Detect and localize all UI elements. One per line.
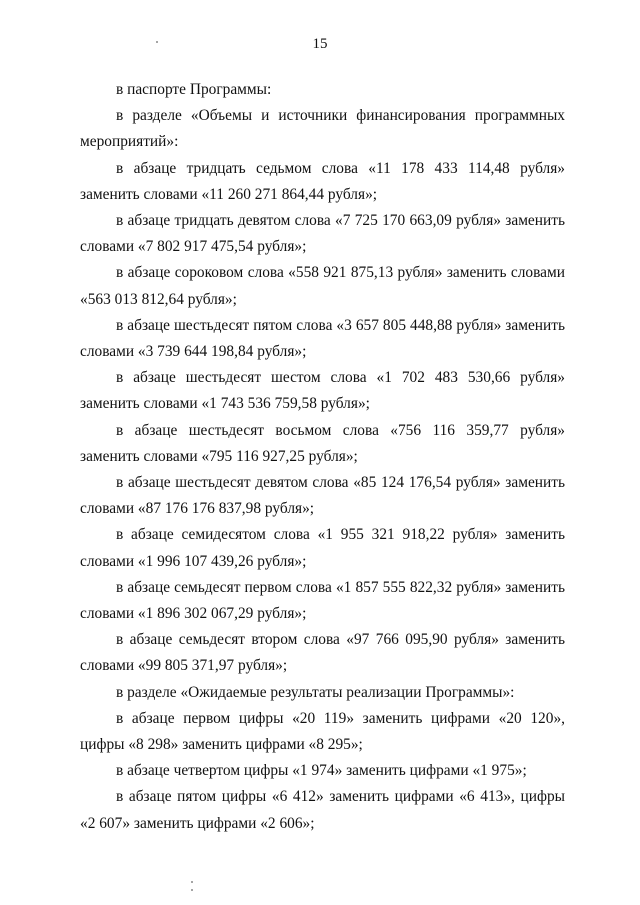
paragraph-abzac-39: в абзаце тридцать девятом слова «7 725 170 663,09 рубля» заменить словами «7 802 917 475,54 рубля»;: [80, 212, 565, 256]
paragraph-abzac-72: в абзаце семьдесят втором слова «97 766 095,90 рубля» заменить словами «99 805 371,97 рубля»;: [80, 631, 565, 675]
paragraph-abzac-65: в абзаце шестьдесят пятом слова «3 657 805 448,88 рубля» заменить словами «3 739 644 198,84 рубля»;: [80, 316, 565, 361]
paragraph-abzac-68: в абзаце шестьдесят восьмом слова «756 116 359,77 рубля» заменить словами «795 116 927,25 рубля»;: [80, 421, 565, 465]
paragraph-passport-intro: в паспорте Программы:: [116, 81, 272, 98]
paragraph-results-abzac-5: в абзаце пятом цифры «6 412» заменить цифрами «6 413», цифры «2 607» заменить цифрами «2 606»;: [80, 788, 565, 832]
paragraph-section-results: в разделе «Ожидаемые результаты реализации Программы»:: [116, 683, 515, 701]
paragraph-abzac-66: в абзаце шестьдесят шестом слова «1 702 483 530,66 рубля» заменить словами «1 743 536 759,58 рубля»;: [80, 369, 565, 413]
paragraph-abzac-37: в абзаце тридцать седьмом слова «11 178 433 114,48 рубля» заменить словами «11 260 271 864,44 рубля»;: [80, 159, 565, 203]
paragraph-abzac-70: в абзаце семидесятом слова «1 955 321 918,22 рубля» заменить словами «1 996 107 439,26 рубля»;: [80, 526, 565, 570]
paragraph-results-abzac-1: в абзаце первом цифры «20 119» заменить цифрами «20 120», цифры «8 298» заменить цифрами «8 295»;: [80, 709, 565, 754]
scan-speck: [156, 41, 158, 43]
scan-speck: [191, 889, 193, 891]
scan-speck: [191, 881, 193, 883]
page-number: 15: [312, 36, 328, 52]
paragraph-section-financing: в разделе «Объемы и источники финансирования программных мероприятий»:: [80, 107, 565, 151]
paragraph-abzac-69: в абзаце шестьдесят девятом слова «85 124 176,54 рубля» заменить словами «87 176 176 837,98 рубля»;: [80, 474, 565, 518]
document-body: [80, 77, 565, 837]
paragraph-abzac-71: в абзаце семьдесят первом слова «1 857 555 822,32 рубля» заменить словами «1 896 302 067,29 рубля»;: [80, 578, 565, 623]
paragraph-abzac-40: в абзаце сороковом слова «558 921 875,13 рубля» заменить словами «563 013 812,64 рубля»;: [80, 264, 565, 308]
paragraph-results-abzac-4: в абзаце четвертом цифры «1 974» заменить цифрами «1 975»;: [116, 762, 527, 780]
